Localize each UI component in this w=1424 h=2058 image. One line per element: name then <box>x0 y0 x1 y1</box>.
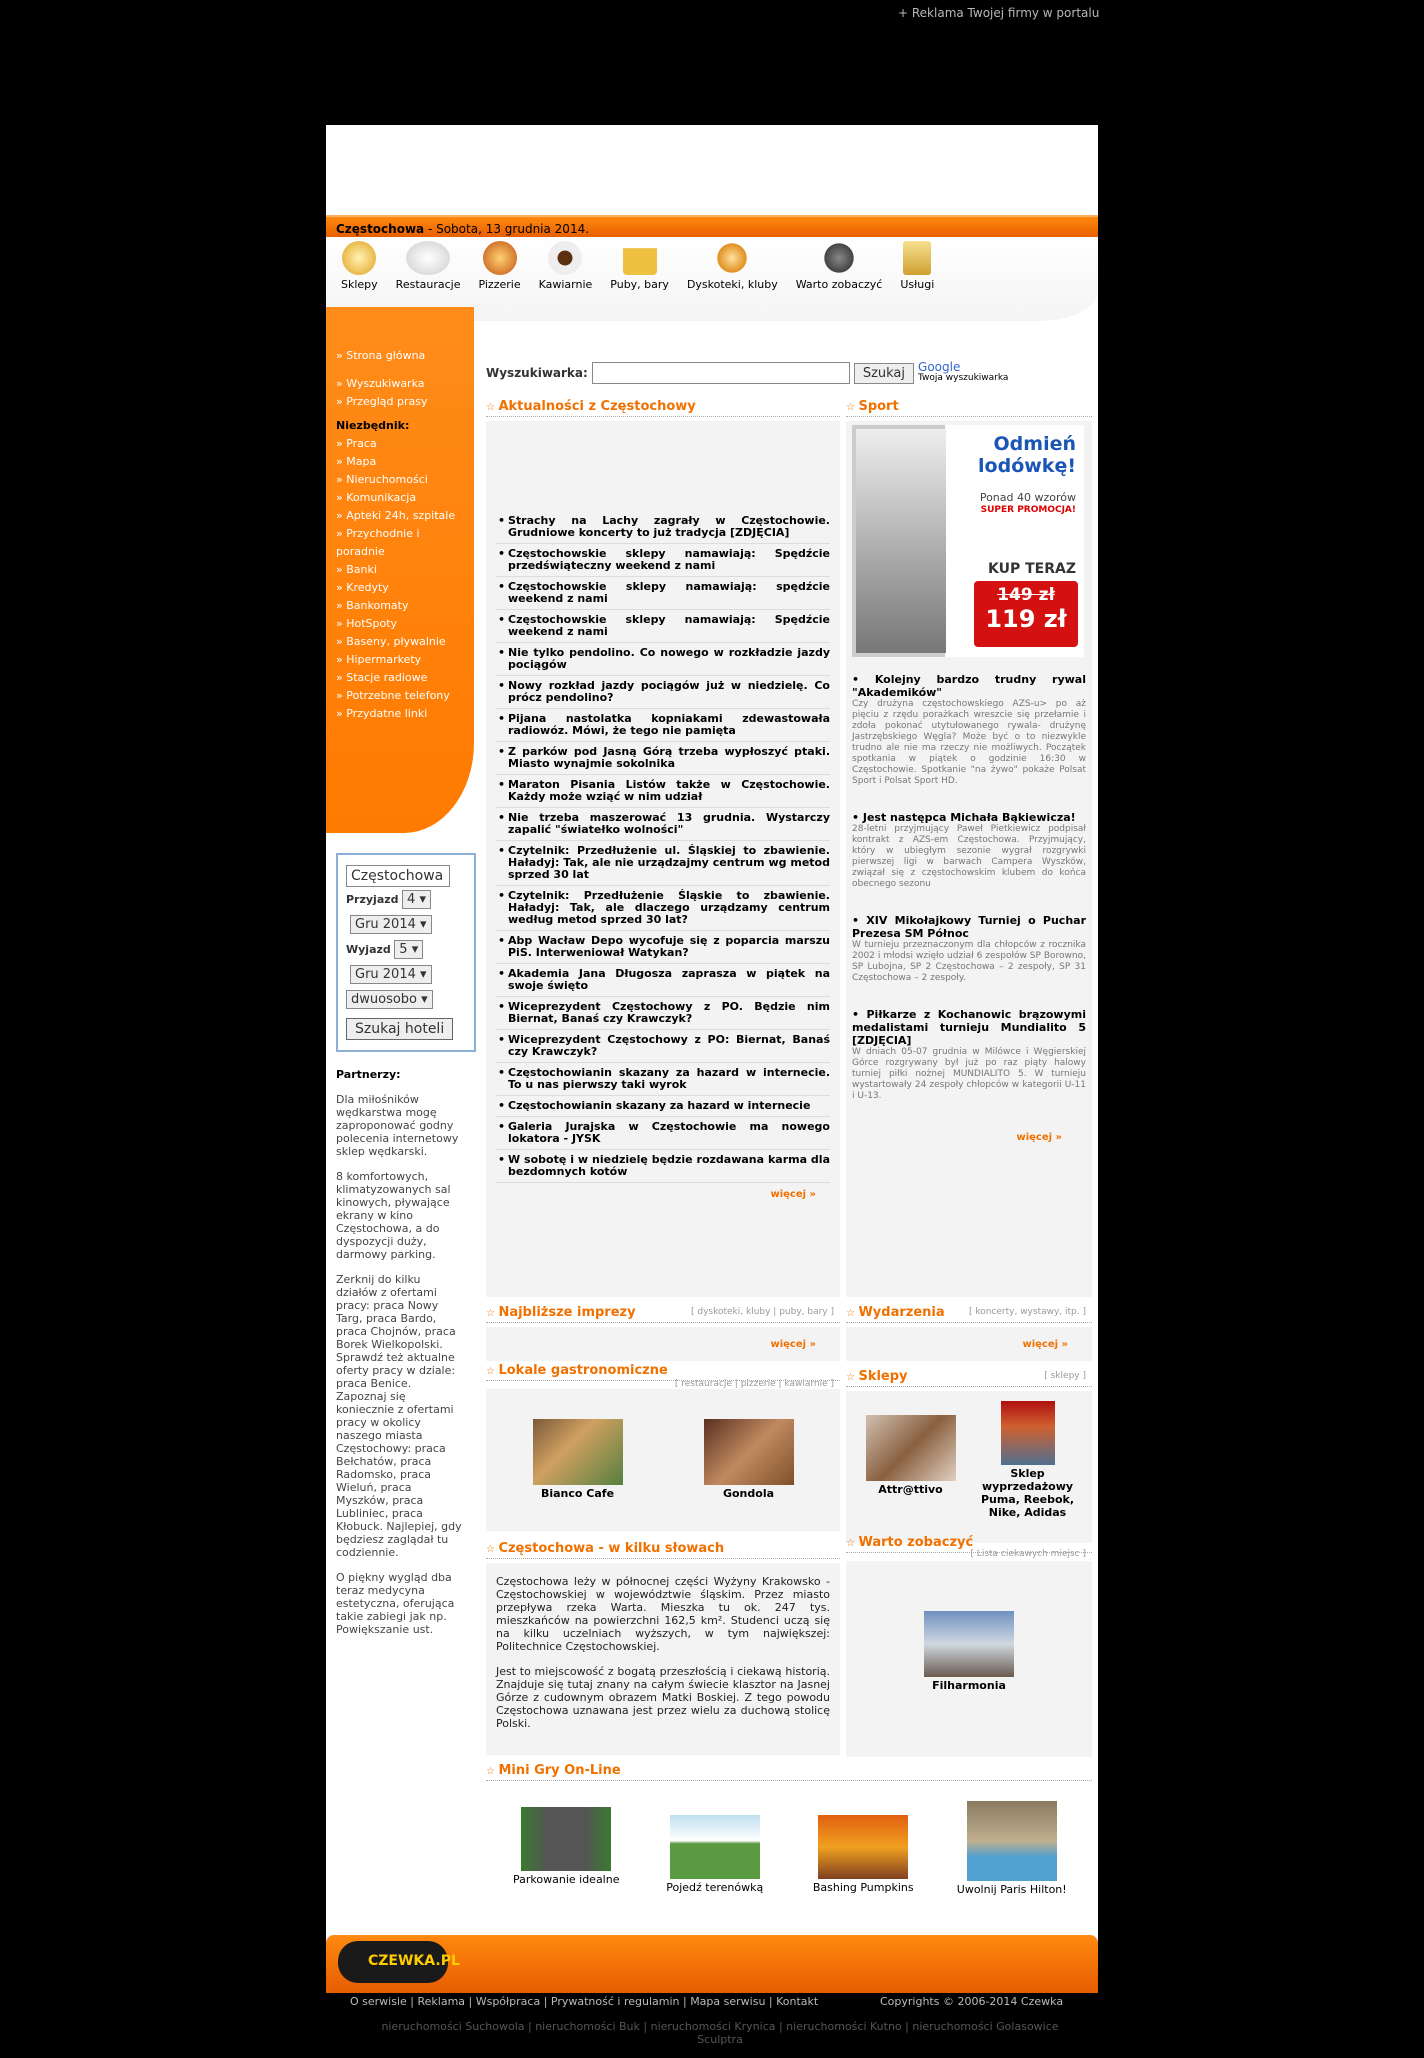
nav-item[interactable]: » Bankomaty <box>336 599 409 612</box>
news-item[interactable]: • W sobotę i w niedzielę będzie rozdawana karma dla bezdomnych kotów <box>496 1150 830 1183</box>
news-title: ☆ Aktualności z Częstochowy <box>486 399 840 417</box>
hotel-city-input[interactable]: Częstochowa <box>346 865 450 887</box>
search-input[interactable] <box>592 362 850 384</box>
advertise-link[interactable]: + Reklama Twojej firmy w portalu <box>898 6 1100 20</box>
about-text-1: Częstochowa leży w północnej części Wyżyny Krakowsko - Częstochowskiej w województwie śląskim. Przez miasto przepływa rzeka Warta. Mieszka tu ok. 247 tys. mieszkańców na powierzchni 162,5 km². Studenci uczą się na kilku uczelniach wyższych, w tym największej: Politechnice Częstochowskiej. <box>496 1575 830 1653</box>
news-item[interactable]: • Wiceprezydent Częstochowy z PO: Biernat, Banaś czy Krawczyk? <box>496 1030 830 1063</box>
leave-label: Wyjazd <box>346 943 391 956</box>
worth-title: ☆ Warto zobaczyć <box>846 1535 1092 1553</box>
category-restaurants[interactable]: Restauracje <box>387 241 470 321</box>
about-section <box>486 1541 840 1755</box>
game-thumb <box>521 1807 611 1871</box>
sport-item[interactable]: • Kolejny bardzo trudny rywal "Akademików" Czy drużyna częstochowskiego AZS-u> po aż pięciu z rzędu porażkach wreszcie się przełamie i zdoła pokonać utytułowanego rywala- drużynę Jastrzębskiego Węgla? Może być o to niezwykle trudno ale nie ma rzeczy nie możliwych. Początek spotkania w piątek o godzinie 16:30 w Częstochowie. Spotkanie "na żywo" pokaże Polsat Sport i Polsat Sport HD. <box>852 673 1086 786</box>
events-title: ☆ Najbliższe imprezy <box>486 1305 840 1323</box>
plate-icon <box>406 241 450 275</box>
partners-text-4: O piękny wygląd dba teraz medycyna estetyczna, oferująca takie zabiegi jak np. Powiększanie ust. <box>336 1571 455 1636</box>
nav-item[interactable]: » Praca <box>336 437 377 450</box>
wydarzenia-section <box>846 1305 1092 1361</box>
seo-links[interactable]: nieruchomości Suchowola | nieruchomości Buk | nieruchomości Krynica | nieruchomości Kutno | nieruchomości Golasowice Sculptra <box>381 2020 1059 2046</box>
wydarzenia-more-link[interactable]: więcej » <box>1022 1339 1068 1350</box>
banner-area <box>326 125 1098 215</box>
news-item[interactable]: • Pijana nastolatka kopniakami zdewastowała radiowóz. Mówi, że tego nie pamięta <box>496 709 830 742</box>
about-text-2: Jest to miejscowość z bogatą przeszłością i ciekawą historią. Znajduje się tutaj znany na całym świecie klasztor na Jasnej Górze z cudownym obrazem Matki Boskiej. Z tego powodu Częstochowa uznawana jest przez wielu za duchową stolicę Polski. <box>496 1665 830 1730</box>
partners-text-2: 8 komfortowych, klimatyzowanych sal kinowych, pływające ekrany w kino Częstochowa, a do dyspozycji duży, darmowy parking. <box>336 1170 451 1261</box>
news-more-link[interactable]: więcej » <box>770 1189 816 1200</box>
news-item[interactable]: • Częstochowskie sklepy namawiają: spędźcie weekend z nami <box>496 577 830 610</box>
sport-item[interactable]: • Piłkarze z Kochanowic brązowymi medalistami turnieju Mundialito 5 [ZDJĘCIA] W dniach 05-07 grudnia w Milówce i Węgierskiej Górce rozgrywany był już po raz piąty halowy turniej piłki nożnej MUNDIALITO 5. W turnieju wystartowały 24 zespoły chłopców w kategorii U-11 i U-13. <box>852 1008 1086 1101</box>
game-card[interactable]: Uwolnij Paris Hilton! <box>952 1801 1072 1896</box>
news-item[interactable]: • Z parków pod Jasną Górą trzeba wypłoszyć ptaki. Miasto wynajmie sokolnika <box>496 742 830 775</box>
date-bar <box>326 215 1098 237</box>
sport-section <box>846 399 1092 1297</box>
food-body <box>486 1385 840 1531</box>
events-tags[interactable]: [ dyskoteki, kluby | puby, bary ] <box>690 1307 834 1317</box>
food-tags[interactable]: [ restauracje | pizzerie | kawiarnie ] <box>674 1379 834 1389</box>
nav-item[interactable]: » Baseny, pływalnie <box>336 635 446 648</box>
category-services[interactable]: Usługi <box>891 241 943 321</box>
nav-search[interactable]: » Wyszukiwarka <box>336 377 425 390</box>
arrive-day-select[interactable]: 4 ▾ <box>402 890 431 909</box>
food-section <box>486 1363 840 1531</box>
venue-card[interactable]: Gondola <box>689 1419 809 1521</box>
coffee-cup-icon <box>548 241 582 275</box>
games-section <box>486 1763 1092 1906</box>
partners-title: Partnerzy: <box>336 1068 401 1081</box>
venue-photo <box>704 1419 794 1485</box>
nav-item[interactable]: » Przychodnie i poradnie <box>336 527 420 558</box>
sight-photo <box>924 1611 1014 1677</box>
category-pizzerias[interactable]: Pizzerie <box>469 241 529 321</box>
partners-text-1: Dla miłośników wędkarstwa mogę zaproponować godny polecenia internetowy sklep wędkarski. <box>336 1093 459 1158</box>
city-skyline-image <box>856 429 946 653</box>
wydarzenia-tags[interactable]: [ koncerty, wystawy, itp. ] <box>968 1307 1086 1317</box>
shops-title: ☆ Sklepy <box>846 1369 1092 1387</box>
left-column <box>326 307 474 1664</box>
news-item[interactable]: • Wiceprezydent Częstochowy z PO. Będzie nim Biernat, Banaś czy Krawczyk? <box>496 997 830 1030</box>
page-container <box>326 125 1098 1993</box>
footer-logo[interactable]: CZEWKA.PL <box>338 1941 448 1983</box>
partners-text-3: Zerknij do kilku działów z ofertami pracy: praca Nowy Targ, praca Bardo, praca Chojnów, praca Borek Wielkopolski. Sprawdź też aktualne oferty pracy w dziale: praca Benice. Zapoznaj się koniecznie z ofertami pracy w okolicy naszego miasta Częstochowy: praca Bełchatów, praca Radomsko, praca Wieluń, praca Myszków, praca Lubliniec, praca Kłobuck. Najlepiej, gdy będziesz zaglądał tu codziennie. <box>336 1273 462 1559</box>
nav-item[interactable]: » Nieruchomości <box>336 473 428 486</box>
food-title: ☆ Lokale gastronomiczne <box>486 1363 840 1381</box>
news-item[interactable]: • Akademia Jana Długosza zaprasza w piątek na swoje święto <box>496 964 830 997</box>
shops-body <box>846 1387 1092 1543</box>
news-item[interactable]: • Strachy na Lachy zagrały w Częstochowie. Grudniowe koncerty to już tradycja [ZDJĘCIA] <box>496 511 830 544</box>
search-bar <box>486 353 1092 393</box>
worth-body <box>846 1557 1092 1757</box>
sight-card[interactable]: Filharmonia <box>909 1611 1029 1747</box>
news-section <box>486 399 840 1297</box>
shop-photo <box>866 1415 956 1481</box>
news-item[interactable]: • Nie trzeba maszerować 13 grudnia. Wystarczy zapalić "światełko wolności" <box>496 808 830 841</box>
news-item[interactable]: • Częstochowskie sklepy namawiają: Spędźcie weekend z nami <box>496 610 830 643</box>
room-type-select[interactable]: dwuosobo ▾ <box>346 990 433 1009</box>
game-thumb <box>967 1801 1057 1881</box>
price-tag: 149 zł 119 zł <box>974 581 1078 647</box>
game-card[interactable]: Parkowanie idealne <box>506 1807 626 1896</box>
pizza-icon <box>483 241 517 275</box>
events-body <box>486 1323 840 1361</box>
news-item[interactable]: • Czytelnik: Przedłużenie Śląskie to zbawienie. Haładyj: Tak, ale dlaczego urządzamy centrum według metod sprzed 30 lat? <box>496 886 830 931</box>
news-item[interactable]: • Czytelnik: Przedłużenie ul. Śląskiej to zbawienie. Haładyj: Tak, ale nie urządzajmy centrum wg metod sprzed 30 lat <box>496 841 830 886</box>
sport-more-link[interactable]: więcej » <box>1016 1132 1062 1143</box>
sport-item[interactable]: • Jest następca Michała Bąkiewicza! 28-letni przyjmujący Paweł Pietkiewicz podpisał kontrakt z AZS-em Częstochowa. Przyjmujący, który w ubiegłym sezonie wygrał rozgrywki pierwszej ligi w barwach Campera Wyszków, związał się z częstochowskim klubem do końca obecnego sezonu <box>852 811 1086 889</box>
news-item[interactable]: • Częstochowianin skazany za hazard w internecie. To u nas pierwszy taki wyrok <box>496 1063 830 1096</box>
search-button[interactable]: Szukaj <box>854 363 914 384</box>
news-item[interactable]: • Galeria Jurajska w Częstochowie ma nowego lokatora - JYSK <box>496 1117 830 1150</box>
footer-links[interactable]: O serwisie | Reklama | Współpraca | Prywatność i regulamin | Mapa serwisu | Kontakt <box>350 1995 819 2008</box>
sport-title: ☆ Sport <box>846 399 1092 417</box>
nav-item[interactable]: » Banki <box>336 563 377 576</box>
game-thumb <box>818 1815 908 1879</box>
arrive-month-select[interactable]: Gru 2014 ▾ <box>350 915 432 934</box>
main-column <box>486 347 1092 1896</box>
search-hotels-button[interactable]: Szukaj hoteli <box>346 1018 453 1040</box>
nav-press[interactable]: » Przegląd prasy <box>336 395 428 408</box>
nav-item[interactable]: » Komunikacja <box>336 491 417 504</box>
category-sights[interactable]: Warto zobaczyć <box>787 241 892 321</box>
partners-box <box>326 1052 474 1664</box>
venue-photo <box>533 1419 623 1485</box>
arrive-label: Przyjazd <box>346 893 399 906</box>
city-name: Częstochowa <box>336 222 425 236</box>
news-item[interactable]: • Nie tylko pendolino. Co nowego w rozkładzie jazdy pociągów <box>496 643 830 676</box>
google-logo: Google Twoja wyszukiwarka <box>918 360 1009 383</box>
nav-item[interactable]: » Apteki 24h, szpitale <box>336 509 456 522</box>
nav-heading: Niezbędnik: <box>336 419 410 432</box>
nav-home[interactable]: » Strona główna <box>336 349 426 362</box>
game-card[interactable]: Bashing Pumpkins <box>803 1807 923 1896</box>
date-text: - Sobota, 13 grudnia 2014. <box>424 222 590 236</box>
shop-card[interactable]: Attr@ttivo <box>852 1401 969 1533</box>
beer-mug-icon <box>623 241 657 275</box>
leave-month-select[interactable]: Gru 2014 ▾ <box>350 965 432 984</box>
category-shops[interactable]: Sklepy <box>332 241 387 321</box>
venue-card[interactable]: Bianco Cafe <box>518 1419 638 1521</box>
events-section <box>486 1305 840 1361</box>
worth-tags[interactable]: [ Lista ciekawych miejsc ] <box>970 1549 1086 1559</box>
news-item[interactable]: • Abp Wacław Depo wycofuje się z poparcia marszu PiS. Interweniował Watykan? <box>496 931 830 964</box>
games-title: ☆ Mini Gry On-Line <box>486 1763 1092 1781</box>
search-label: Wyszukiwarka: <box>486 366 588 380</box>
wydarzenia-title: ☆ Wydarzenia <box>846 1305 1092 1323</box>
footer-bar <box>326 1935 1098 1993</box>
worth-section <box>846 1535 1092 1757</box>
sport-body <box>846 417 1092 1297</box>
nav-item[interactable]: » Mapa <box>336 455 377 468</box>
nav-item[interactable]: » Potrzebne telefony <box>336 689 450 702</box>
nav-item[interactable]: » Kredyty <box>336 581 389 594</box>
shopping-bag-icon <box>342 241 376 275</box>
news-body <box>486 417 840 1297</box>
events-more-link[interactable]: więcej » <box>770 1339 816 1350</box>
about-body <box>486 1559 840 1755</box>
category-cafes[interactable]: Kawiarnie <box>530 241 602 321</box>
news-item[interactable]: • Częstochowskie sklepy namawiają: Spędźcie przedświąteczny weekend z nami <box>496 544 830 577</box>
about-title: ☆ Częstochowa - w kilku słowach <box>486 1541 840 1559</box>
games-list <box>486 1781 1092 1906</box>
category-pubs[interactable]: Puby, bary <box>601 241 678 321</box>
news-item[interactable]: • Częstochowianin skazany za hazard w internecie <box>496 1096 830 1117</box>
sport-item[interactable]: • XIV Mikołajkowy Turniej o Puchar Prezesa SM Północ W turnieju przeznaczonym dla chłopców z rocznika 2002 i młodsi wzięło udział 6 zespołów SP Borowno, SP Lubojna, SP 2 Częstochowa – 2 zespoły, SP 31 Częstochowa – 2 zespoły. <box>852 914 1086 983</box>
shops-section <box>846 1369 1092 1543</box>
shops-tags[interactable]: [ sklepy ] <box>1044 1371 1086 1381</box>
copyright: Copyrights © 2006-2014 Czewka <box>880 1995 1064 2008</box>
nav-item[interactable]: » Przydatne linki <box>336 707 428 720</box>
game-card[interactable]: Pojedź terenówką <box>655 1807 775 1896</box>
hotel-search-form <box>336 853 476 1052</box>
game-thumb <box>670 1815 760 1879</box>
shop-photo <box>1001 1401 1055 1465</box>
fridge-ad[interactable]: Odmień lodówkę! Ponad 40 wzorów SUPER PROMOCJA! KUP TERAZ 149 zł 119 zł <box>852 425 1084 657</box>
wydarzenia-body <box>846 1323 1092 1361</box>
news-item[interactable]: • Nowy rozkład jazdy pociągów już w niedzielę. Co prócz pendolino? <box>496 676 830 709</box>
left-navigation <box>326 307 474 833</box>
binoculars-icon <box>822 241 856 275</box>
nav-item[interactable]: » Stacje radiowe <box>336 671 428 684</box>
news-list <box>486 511 840 1183</box>
folder-icon <box>903 241 931 275</box>
music-note-icon <box>715 241 749 275</box>
category-clubs[interactable]: Dyskoteki, kluby <box>678 241 787 321</box>
news-item[interactable]: • Maraton Pisania Listów także w Częstochowie. Każdy może wziąć w nim udział <box>496 775 830 808</box>
shop-card[interactable]: Sklep wyprzedażowy Puma, Reebok, Nike, Adidas <box>969 1401 1086 1533</box>
nav-item[interactable]: » HotSpoty <box>336 617 398 630</box>
leave-day-select[interactable]: 5 ▾ <box>394 940 423 959</box>
nav-item[interactable]: » Hipermarkety <box>336 653 422 666</box>
